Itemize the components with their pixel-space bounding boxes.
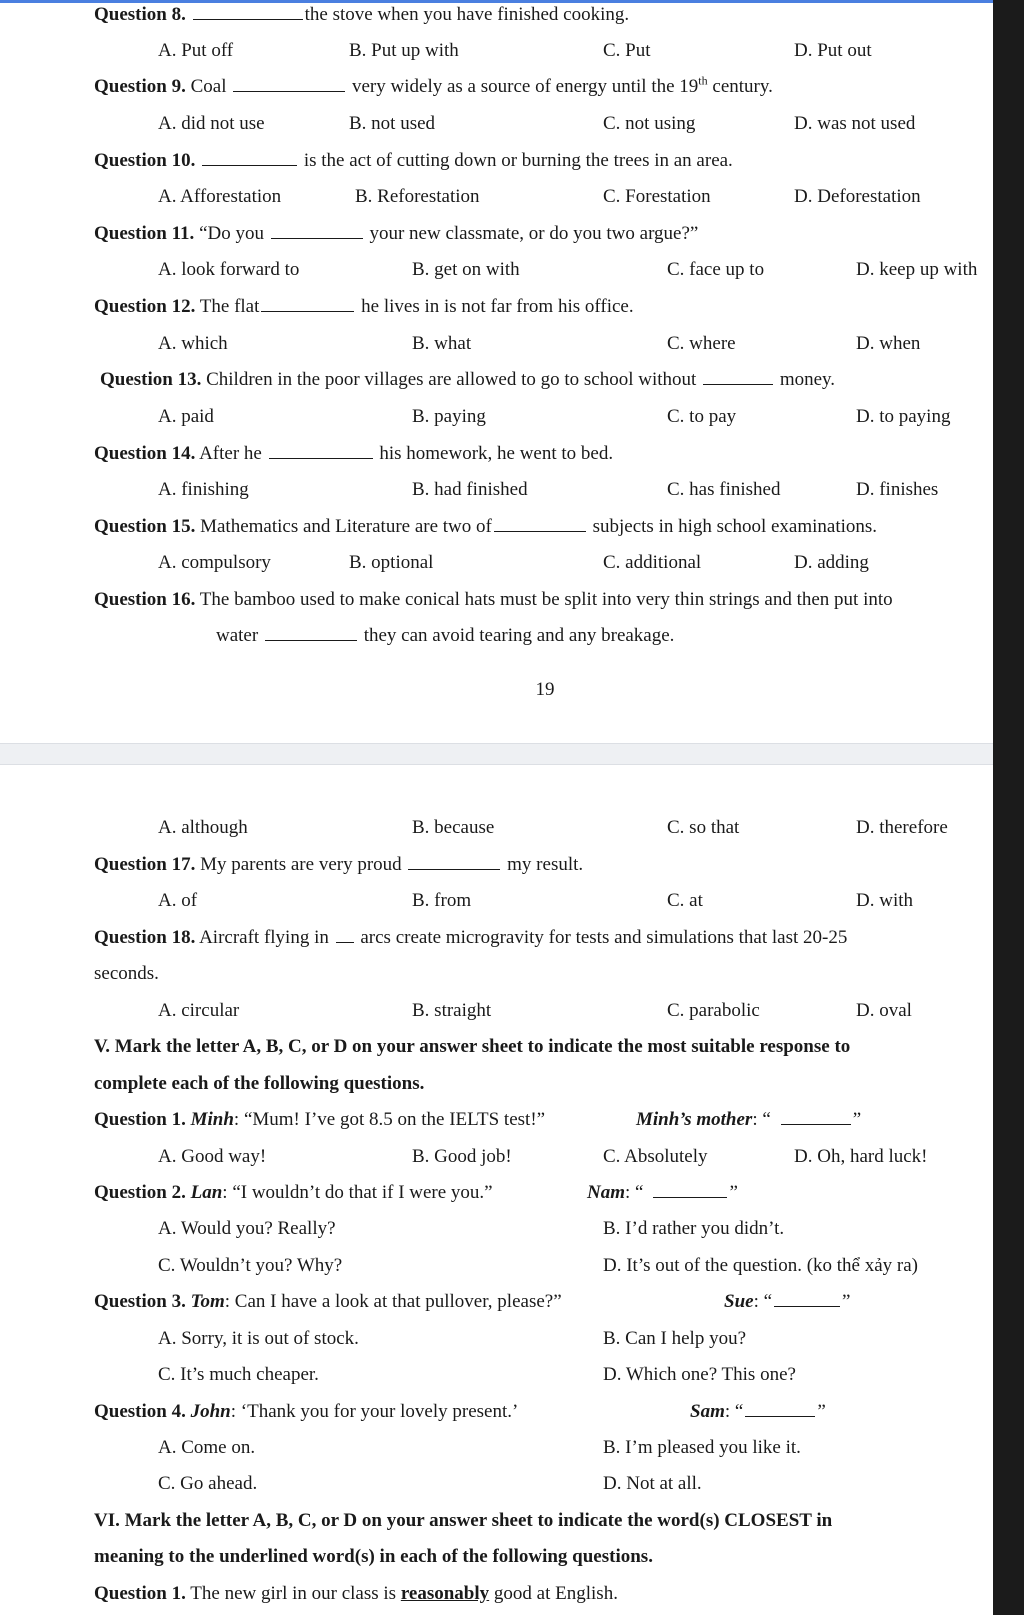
option-c: C. Put — [603, 40, 651, 61]
answer-blank — [271, 223, 363, 239]
option-c: C. Go ahead. — [158, 1473, 258, 1494]
option-c: C. Wouldn’t you? Why? — [158, 1255, 343, 1276]
option-c: C. It’s much cheaper. — [158, 1364, 319, 1385]
option-b: B. I’d rather you didn’t. — [603, 1218, 785, 1239]
option-d: D. keep up with — [856, 259, 978, 280]
question-16-line-2: water they can avoid tearing and any breakage. — [216, 625, 675, 646]
option-d: D. adding — [794, 552, 869, 573]
answer-blank — [336, 927, 354, 943]
option-a: A. Put off — [158, 40, 234, 61]
section-5-heading-line-2: complete each of the following questions. — [94, 1073, 425, 1094]
option-c: C. so that — [667, 817, 740, 838]
option-c: C. additional — [603, 552, 702, 573]
question-8: Question 8. the stove when you have finished cooking. — [94, 4, 630, 25]
right-edge-bar — [993, 0, 1024, 1615]
option-d: D. when — [856, 333, 921, 354]
section-6-heading: VI. Mark the letter A, B, C, or D on your answer sheet to indicate the word(s) CLOSEST in — [94, 1510, 833, 1531]
option-b: B. Good job! — [412, 1146, 512, 1167]
option-b: B. Reforestation — [355, 186, 480, 207]
option-c: C. where — [667, 333, 736, 354]
answer-blank — [774, 1291, 840, 1307]
option-b: B. get on with — [412, 259, 520, 280]
option-b: B. I’m pleased you like it. — [603, 1437, 801, 1458]
question-14: Question 14. After he his homework, he went to bed. — [94, 443, 614, 464]
option-c: C. to pay — [667, 406, 737, 427]
option-a: A. which — [158, 333, 228, 354]
answer-blank — [494, 516, 586, 532]
option-a: A. finishing — [158, 479, 249, 500]
answer-blank — [193, 4, 303, 20]
question-18: Question 18. Aircraft flying in arcs create microgravity for tests and simulations that last 20-25 — [94, 927, 848, 948]
question-11: Question 11. “Do you your new classmate, or do you two argue?” — [94, 223, 699, 244]
option-b: B. paying — [412, 406, 486, 427]
option-a: A. Come on. — [158, 1437, 256, 1458]
option-d: D. finishes — [856, 479, 939, 500]
option-d: D. Put out — [794, 40, 872, 61]
option-c: C. Forestation — [603, 186, 711, 207]
option-b: B. not used — [349, 113, 436, 134]
question-10: Question 10. is the act of cutting down or burning the trees in an area. — [94, 150, 733, 171]
section-5-question-2-response: Nam: “ ” — [587, 1182, 738, 1203]
page-19 — [0, 0, 993, 743]
section-6-question-1: Question 1. The new girl in our class is reasonably good at English. — [94, 1583, 618, 1604]
option-a: A. compulsory — [158, 552, 271, 573]
option-d: D. Oh, hard luck! — [794, 1146, 928, 1167]
question-15: Question 15. Mathematics and Literature are two of subjects in high school examinations. — [94, 516, 878, 537]
section-5-question-4: Question 4. John: ‘Thank you for your lovely present.’ — [94, 1401, 519, 1422]
option-d: D. oval — [856, 1000, 912, 1021]
option-b: B. had finished — [412, 479, 528, 500]
question-13: Question 13. Children in the poor villages are allowed to go to school without money. — [100, 369, 836, 390]
option-b: B. because — [412, 817, 495, 838]
option-c: C. not using — [603, 113, 696, 134]
section-5-question-1: Question 1. Minh: “Mum! I’ve got 8.5 on the IELTS test!” — [94, 1109, 546, 1130]
answer-blank — [233, 76, 345, 92]
page-number: 19 — [535, 679, 555, 700]
option-d: D. was not used — [794, 113, 916, 134]
option-d: D. It’s out of the question. (ko thể xảy ra) — [603, 1255, 919, 1276]
option-a: A. paid — [158, 406, 214, 427]
option-d: D. with — [856, 890, 913, 911]
option-b: B. from — [412, 890, 472, 911]
answer-blank — [408, 854, 500, 870]
section-5-heading: V. Mark the letter A, B, C, or D on your answer sheet to indicate the most suitable response to — [94, 1036, 851, 1057]
option-d: D. Not at all. — [603, 1473, 702, 1494]
section-5-question-4-response: Sam: “ ” — [690, 1401, 826, 1422]
option-d: D. therefore — [856, 817, 948, 838]
option-a: A. Sorry, it is out of stock. — [158, 1328, 359, 1349]
option-a: A. Would you? Really? — [158, 1218, 336, 1239]
answer-blank — [202, 150, 297, 166]
option-c: C. face up to — [667, 259, 765, 280]
answer-blank — [703, 369, 773, 385]
option-b: B. straight — [412, 1000, 492, 1021]
option-c: C. at — [667, 890, 703, 911]
option-a: A. circular — [158, 1000, 240, 1021]
section-5-question-3: Question 3. Tom: Can I have a look at that pullover, please?” — [94, 1291, 562, 1312]
page-separator — [0, 743, 993, 765]
underlined-word: reasonably — [400, 1583, 490, 1604]
option-a: A. did not use — [158, 113, 265, 134]
answer-blank — [265, 625, 357, 641]
option-b: B. Put up with — [349, 40, 459, 61]
section-6-heading-line-2: meaning to the underlined word(s) in each of the following questions. — [94, 1546, 653, 1567]
option-d: D. Which one? This one? — [603, 1364, 796, 1385]
answer-blank — [261, 296, 354, 312]
option-a: A. Afforestation — [158, 186, 282, 207]
section-5-question-3-response: Sue: “ ” — [724, 1291, 851, 1312]
answer-blank — [745, 1401, 815, 1417]
answer-blank — [653, 1182, 727, 1198]
question-12: Question 12. The flat he lives in is not far from his office. — [94, 296, 634, 317]
answer-blank — [781, 1109, 851, 1125]
question-18-line-2: seconds. — [94, 963, 159, 984]
option-b: B. optional — [349, 552, 434, 573]
page-20 — [0, 765, 993, 1615]
option-a: A. Good way! — [158, 1146, 267, 1167]
question-9: Question 9. Coal very widely as a source of energy until the 19th century. — [94, 73, 773, 97]
option-a: A. look forward to — [158, 259, 300, 280]
option-b: B. Can I help you? — [603, 1328, 747, 1349]
answer-blank — [269, 443, 373, 459]
option-c: C. Absolutely — [603, 1146, 708, 1167]
option-c: C. parabolic — [667, 1000, 760, 1021]
option-c: C. has finished — [667, 479, 781, 500]
section-5-question-1-response: Minh’s mother: “ ” — [636, 1109, 862, 1130]
section-5-question-2: Question 2. Lan: “I wouldn’t do that if I were you.” — [94, 1182, 493, 1203]
option-d: D. Deforestation — [794, 186, 921, 207]
question-17: Question 17. My parents are very proud my result. — [94, 854, 584, 875]
option-d: D. to paying — [856, 406, 951, 427]
option-b: B. what — [412, 333, 472, 354]
option-a: A. although — [158, 817, 248, 838]
option-a: A. of — [158, 890, 198, 911]
question-16: Question 16. The bamboo used to make conical hats must be split into very thin strings and then put into — [94, 589, 893, 610]
